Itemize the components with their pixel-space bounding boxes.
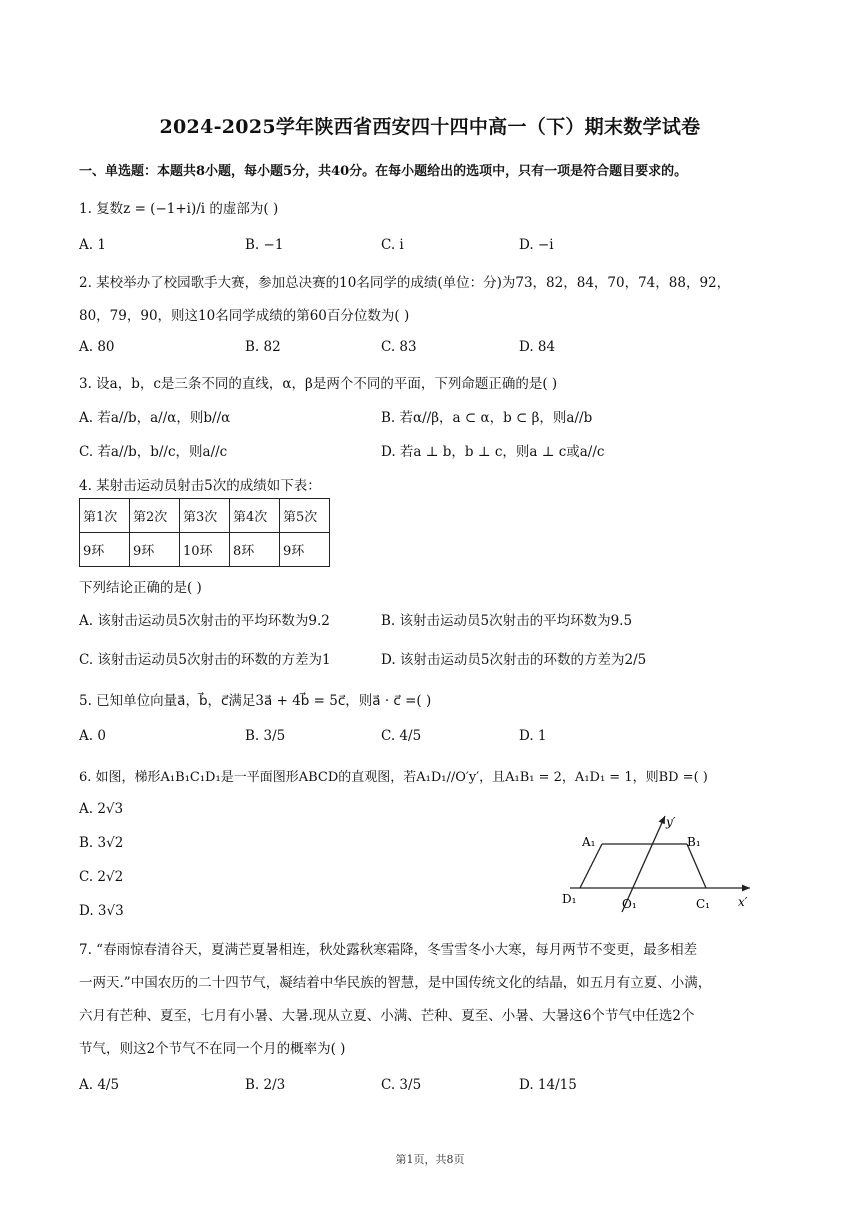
- q6-option-d: D. 3√3: [79, 903, 124, 919]
- q7-option-a: A. 4/5: [79, 1077, 120, 1093]
- label-x-axis: x′: [738, 895, 748, 909]
- q1-option-b: B. −1: [245, 237, 284, 253]
- q2-option-b: B. 82: [245, 339, 281, 355]
- side-d1-a1: [580, 844, 602, 888]
- q5-option-c: C. 4/5: [381, 728, 422, 744]
- label-o1: O₁: [622, 897, 637, 911]
- label-b1: B₁: [687, 835, 701, 849]
- score-table-cell: 10环: [180, 533, 230, 567]
- q3-option-a: A. 若a//b，a//α，则b//α: [79, 410, 231, 426]
- question-7-line-2: 一两天.”中国农历的二十四节气，凝结着中华民族的智慧，是中国传统文化的结晶，如五月有立夏、小满，: [79, 975, 712, 991]
- score-table-header-cell: 第4次: [230, 499, 280, 533]
- q5-option-b: B. 3/5: [245, 728, 286, 744]
- label-d1: D₁: [562, 892, 577, 906]
- q2-option-a: A. 80: [79, 339, 115, 355]
- question-7-line-3: 六月有芒种、夏至，七月有小暑、大暑.现从立夏、小满、芒种、夏至、小暑、大暑这6个节气中任选2个: [79, 1008, 695, 1024]
- score-table-header-cell: 第5次: [280, 499, 330, 533]
- label-y-axis: y′: [666, 815, 676, 829]
- q1-option-d: D. −i: [519, 237, 554, 253]
- page-title: 2024-2025学年陕西省西安四十四中高一（下）期末数学试卷: [159, 116, 701, 138]
- q6-option-c: C. 2√2: [79, 869, 124, 885]
- question-2-line-2: 80，79，90，则这10名同学成绩的第60百分位数为( ): [79, 308, 410, 324]
- question-4-prompt: 下列结论正确的是( ): [79, 580, 202, 596]
- q1-option-a: A. 1: [79, 237, 106, 253]
- q4-option-d: D. 该射击运动员5次射击的环数的方差为2/5: [381, 652, 647, 668]
- section-heading: 一、单选题：本题共8小题，每小题5分，共40分。在每小题给出的选项中，只有一项是符合题目要求的。: [79, 164, 688, 179]
- q3-option-c: C. 若a//b，b//c，则a//c: [79, 444, 228, 460]
- q4-option-b: B. 该射击运动员5次射击的平均环数为9.5: [381, 613, 633, 629]
- question-2-line-1: 2. 某校举办了校园歌手大赛，参加总决赛的10名同学的成绩(单位：分)为73，82，84，70，74，88，92，: [79, 275, 731, 291]
- q2-option-d: D. 84: [519, 339, 556, 355]
- q1-option-c: C. i: [381, 237, 404, 253]
- q2-option-c: C. 83: [381, 339, 417, 355]
- q6-option-a: A. 2√3: [79, 801, 124, 817]
- q4-option-c: C. 该射击运动员5次射击的环数的方差为1: [79, 652, 331, 668]
- score-table-cell: 9环: [130, 533, 180, 567]
- score-table-cell: 9环: [80, 533, 130, 567]
- score-table-header-cell: 第3次: [180, 499, 230, 533]
- trapezoid-figure: [560, 808, 770, 918]
- score-table-header-cell: 第1次: [80, 499, 130, 533]
- question-6-stem: 6. 如图，梯形A₁B₁C₁D₁是一平面图形ABCD的直观图，若A₁D₁//O′y′，且A₁B₁ = 2，A₁D₁ = 1，则BD =( ): [79, 770, 708, 785]
- question-1-stem: 1. 复数z = (−1+i)/i 的虚部为( ): [79, 201, 279, 217]
- x-axis-arrow: [742, 885, 750, 892]
- page-footer: 第1页，共8页: [395, 1153, 465, 1166]
- score-table-data-row: [80, 533, 330, 567]
- q7-option-c: C. 3/5: [381, 1077, 422, 1093]
- label-a1: A₁: [582, 835, 596, 849]
- score-table-cell: 9环: [280, 533, 330, 567]
- q5-option-d: D. 1: [519, 728, 547, 744]
- q6-option-b: B. 3√2: [79, 835, 124, 851]
- score-table: [79, 498, 330, 567]
- q4-option-a: A. 该射击运动员5次射击的平均环数为9.2: [79, 613, 330, 629]
- score-table-header-cell: 第2次: [130, 499, 180, 533]
- q7-option-b: B. 2/3: [245, 1077, 286, 1093]
- q7-option-d: D. 14/15: [519, 1077, 577, 1093]
- side-b1-c1: [687, 844, 706, 888]
- question-4-stem: 4. 某射击运动员射击5次的成绩如下表：: [79, 478, 321, 494]
- question-7-line-1: 7. “春雨惊春清谷天，夏满芒夏暑相连，秋处露秋寒霜降，冬雪雪冬小大寒，每月两节不变更，最多相差: [79, 942, 698, 958]
- label-c1: C₁: [696, 897, 710, 911]
- score-table-cell: 8环: [230, 533, 280, 567]
- q3-option-b: B. 若α//β，a ⊂ α，b ⊂ β，则a//b: [381, 410, 593, 426]
- question-3-stem: 3. 设a，b，c是三条不同的直线，α，β是两个不同的平面，下列命题正确的是( ): [79, 376, 558, 392]
- q5-option-a: A. 0: [79, 728, 106, 744]
- question-5-stem: 5. 已知单位向量a⃗，b⃗，c⃗满足3a⃗ + 4b⃗ = 5c⃗，则a⃗ · c⃗ =( ): [79, 693, 432, 709]
- q3-option-d: D. 若a ⊥ b，b ⊥ c，则a ⊥ c或a//c: [381, 444, 605, 460]
- score-table-header-row: [80, 499, 330, 533]
- question-7-line-4: 节气，则这2个节气不在同一个月的概率为( ): [79, 1041, 346, 1057]
